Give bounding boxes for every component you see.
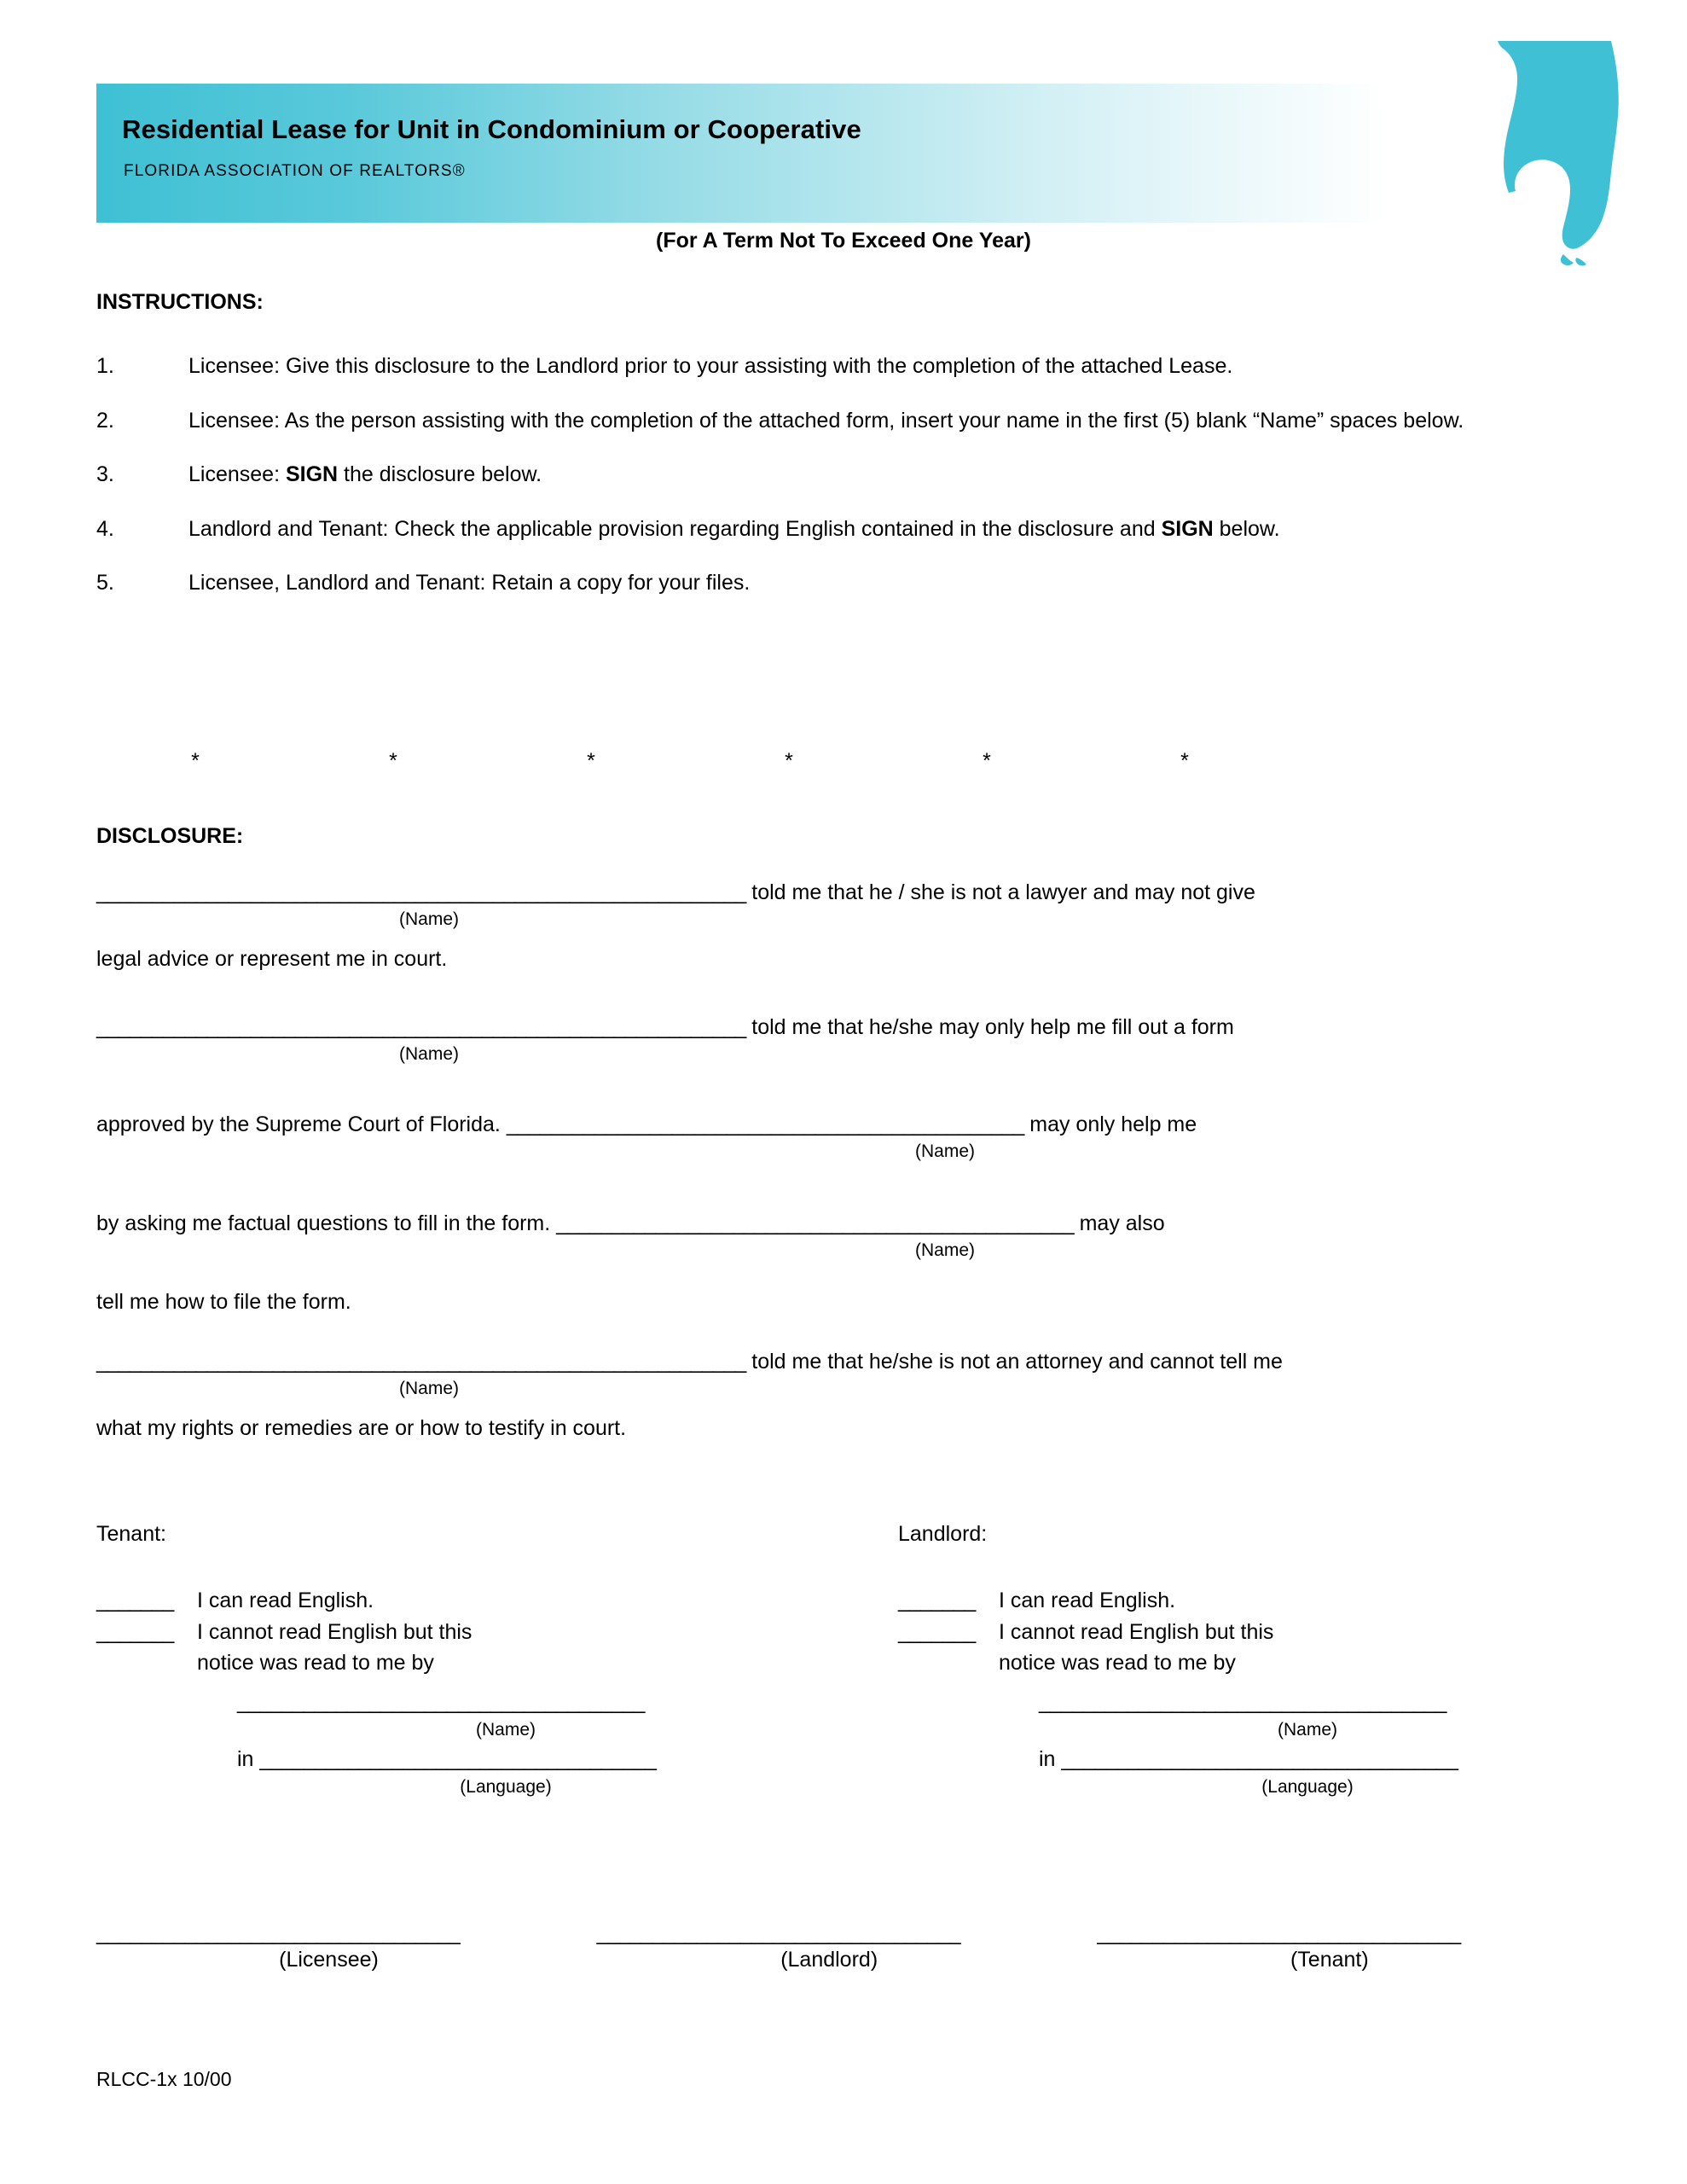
star-glyph: * (587, 749, 595, 773)
disclosure-paragraph-4 (96, 1210, 1597, 1263)
landlord-reader-name-field[interactable]: _____________________________________ (1039, 1690, 1446, 1714)
name-caption: (Name) (915, 1240, 976, 1260)
tenant-option-can-read[interactable] (96, 1585, 864, 1616)
list-item-text-after: the disclosure below. (338, 462, 542, 486)
disclosure-text: approved by the Supreme Court of Florida. (96, 1112, 507, 1136)
name-blank-field[interactable]: _______________________________________________ (556, 1211, 1074, 1235)
tenant-label: Tenant: (96, 1522, 167, 1546)
landlord-signature-field[interactable]: _________________________________ (596, 1921, 960, 1945)
name-blank-field[interactable]: ___________________________________________________________ (96, 1015, 746, 1039)
option-label-line1: I cannot read English but this (197, 1619, 472, 1644)
list-item-number: 5. (96, 571, 114, 595)
disclosure-text: told me that he/she is not an attorney and cannot tell me (745, 1350, 1283, 1374)
name-blank-field[interactable]: ___________________________________________________________ (96, 1350, 746, 1374)
name-caption: (Name) (399, 1378, 460, 1398)
star-glyph: * (1180, 749, 1189, 773)
list-item-text-bold: SIGN (1161, 516, 1214, 541)
language-caption: (Language) (1261, 1776, 1354, 1797)
tenant-language-field[interactable]: ____________________________________ (259, 1746, 656, 1771)
tenant-reader-name-field[interactable]: _____________________________________ (237, 1690, 645, 1714)
disclosure-text: by asking me factual questions to fill in the form. (96, 1211, 557, 1235)
name-caption: (Name) (475, 1720, 536, 1740)
document-header (96, 84, 1591, 223)
list-item-text: Licensee, Landlord and Tenant: Retain a copy for your files. (188, 571, 751, 595)
instructions-heading: INSTRUCTIONS: (96, 290, 264, 314)
star-glyph: * (785, 749, 793, 773)
landlord-option-can-read[interactable] (898, 1585, 1666, 1616)
list-item (96, 568, 1597, 599)
option-label-line2: notice was read to me by (999, 1650, 1236, 1675)
signature-landlord (597, 1921, 1098, 1972)
tenant-reader-name-block (96, 1687, 864, 1800)
landlord-label: Landlord: (898, 1522, 988, 1546)
name-caption: (Name) (399, 909, 460, 929)
disclosure-paragraph-3 (96, 1111, 1597, 1164)
tenant-caption: (Tenant) (1290, 1948, 1369, 1972)
signature-tenant (1097, 1921, 1597, 1972)
disclosure-paragraph-1-line2: legal advice or represent me in court. (96, 947, 448, 971)
list-item-number: 2. (96, 408, 114, 433)
header-color-band (96, 84, 1499, 223)
option-label: I can read English. (999, 1589, 1176, 1613)
licensee-signature-field[interactable]: _________________________________ (96, 1921, 460, 1945)
list-item (96, 351, 1597, 382)
landlord-caption: (Landlord) (780, 1948, 878, 1972)
option-label-line1: I cannot read English but this (999, 1619, 1274, 1644)
organization-name: FLORIDA ASSOCIATION OF REALTORS® (124, 162, 466, 180)
name-blank-field[interactable]: ___________________________________________________________ (96, 880, 746, 904)
option-label: I can read English. (197, 1589, 374, 1613)
list-item-number: 1. (96, 354, 114, 378)
in-word: in (1039, 1746, 1062, 1771)
disclosure-paragraph-4-line2: tell me how to file the form. (96, 1290, 351, 1314)
landlord-language-field[interactable]: ____________________________________ (1061, 1746, 1458, 1771)
list-item (96, 460, 1597, 491)
option-label-line2: notice was read to me by (197, 1650, 434, 1675)
disclosure-text: told me that he/she may only help me fill out a form (745, 1015, 1234, 1039)
landlord-language-row (1039, 1744, 1666, 1774)
disclosure-paragraph-5 (96, 1348, 1597, 1401)
signature-row (96, 1921, 1597, 1972)
tenant-language-row (237, 1744, 864, 1774)
disclosure-heading: DISCLOSURE: (96, 824, 244, 848)
tenant-checkbox-blank-2[interactable]: _______ (96, 1619, 174, 1644)
star-separator (96, 749, 1290, 774)
star-glyph: * (389, 749, 397, 773)
option-label (197, 1617, 864, 1679)
disclosure-paragraph-2 (96, 1014, 1597, 1066)
landlord-checkbox-blank-2[interactable]: _______ (898, 1619, 976, 1644)
list-item-text: Licensee: As the person assisting with the completion of the attached form, insert your name in the first (5) blank “Name” spaces below. (188, 408, 1464, 433)
landlord-checkbox-blank-1[interactable]: _______ (898, 1589, 976, 1613)
language-caption: (Language) (460, 1776, 552, 1797)
list-item-text (188, 460, 1597, 491)
list-item-text-before: Licensee: (188, 462, 286, 486)
list-item-text: Licensee: Give this disclosure to the Landlord prior to your assisting with the completion of the attached Lease. (188, 354, 1233, 378)
tenant-signature-field[interactable]: _________________________________ (1097, 1921, 1461, 1945)
disclosure-text: told me that he / she is not a lawyer and may not give (745, 880, 1255, 904)
tenant-section (96, 1519, 864, 1800)
tenant-checkbox-blank-1[interactable]: _______ (96, 1589, 174, 1613)
landlord-option-cannot-read[interactable] (898, 1617, 1666, 1679)
name-caption: (Name) (399, 1043, 460, 1064)
list-item (96, 406, 1597, 437)
list-item-text-after: below. (1213, 516, 1280, 541)
star-glyph: * (983, 749, 991, 773)
instructions-list (96, 351, 1597, 623)
disclosure-text: may only help me (1023, 1112, 1197, 1136)
list-item (96, 514, 1597, 545)
list-item-text (188, 514, 1597, 545)
star-glyph: * (191, 749, 200, 773)
term-line: (For A Term Not To Exceed One Year) (656, 229, 1031, 253)
name-caption: (Name) (915, 1141, 976, 1161)
list-item-number: 4. (96, 516, 114, 541)
name-blank-field[interactable]: _______________________________________________ (506, 1112, 1024, 1136)
disclosure-paragraph-1 (96, 879, 1597, 932)
page-title: Residential Lease for Unit in Condominium or Cooperative (122, 114, 861, 144)
name-caption: (Name) (1277, 1720, 1337, 1740)
landlord-section (898, 1519, 1666, 1800)
list-item-text-bold: SIGN (285, 462, 339, 486)
landlord-reader-name-block (898, 1687, 1666, 1800)
in-word: in (237, 1746, 260, 1771)
disclosure-paragraph-5-line2: what my rights or remedies are or how to testify in court. (96, 1416, 627, 1440)
form-code: RLCC-1x 10/00 (96, 2068, 232, 2090)
option-label (999, 1617, 1666, 1679)
licensee-caption: (Licensee) (279, 1948, 379, 1972)
signature-licensee (96, 1921, 597, 1972)
tenant-option-cannot-read[interactable] (96, 1617, 864, 1679)
disclosure-text: may also (1073, 1211, 1165, 1235)
list-item-number: 3. (96, 462, 114, 486)
list-item-text-before: Landlord and Tenant: Check the applicable provision regarding English contained in the disclosure and (188, 516, 1162, 541)
